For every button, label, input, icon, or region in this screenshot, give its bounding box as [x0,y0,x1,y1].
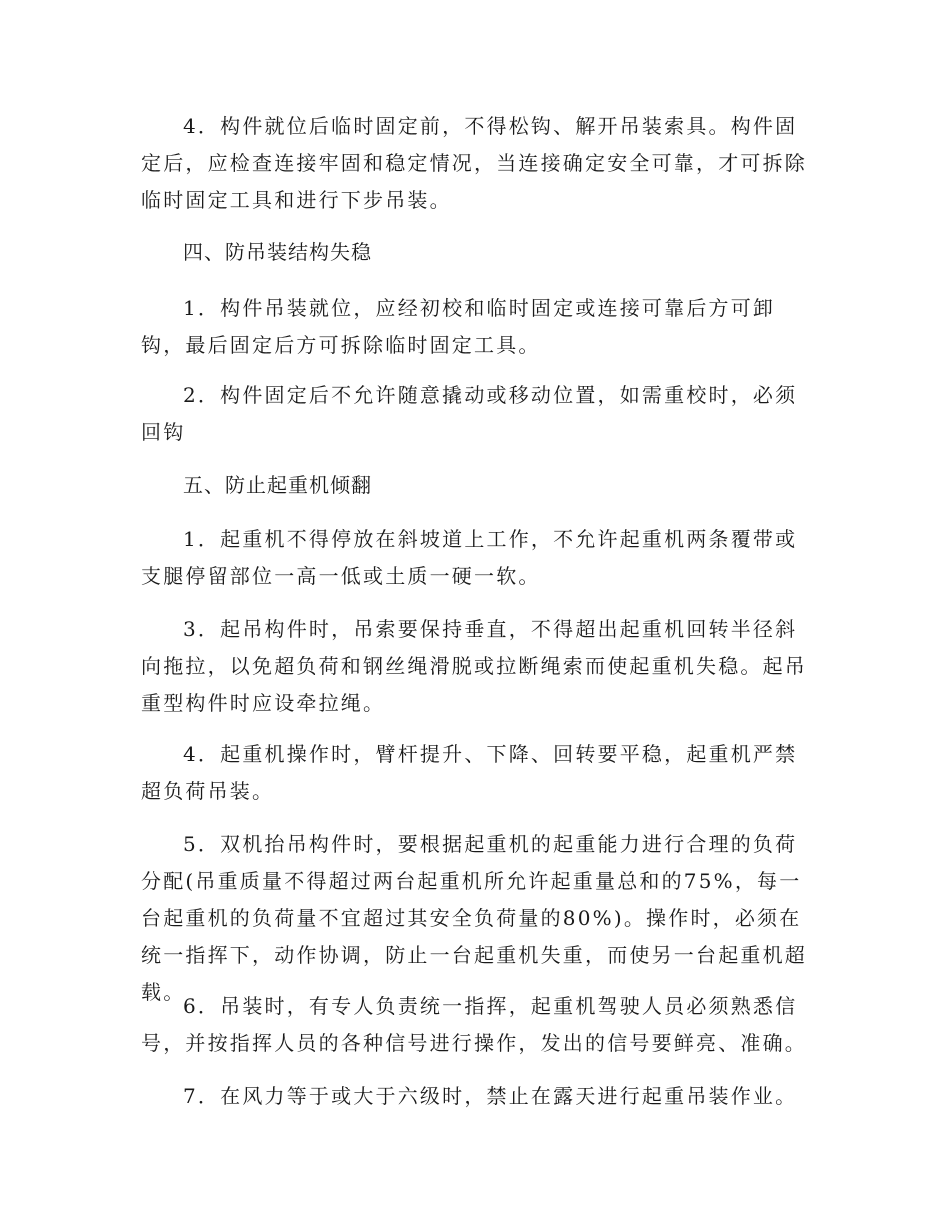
paragraph-item-4-operation: 4．起重机操作时，臂杆提升、下降、回转要平稳，起重机严禁超负荷吊装。 [141,742,798,803]
section-heading-four: 四、防吊装结构失稳 [183,240,372,264]
section-heading-five: 五、防止起重机倾翻 [183,473,372,497]
paragraph-item-1-positioning: 1．构件吊装就位，应经初校和临时固定或连接可靠后方可卸钩，最后固定后方可拆除临时固定工具。 [141,296,776,357]
paragraph-item-4-fixing: 4．构件就位后临时固定前，不得松钩、解开吊装索具。构件固定后，应检查连接牢固和稳定情况，当连接确定安全可靠，才可拆除临时固定工具和进行下步吊装。 [141,114,807,212]
paragraph-item-2-no-prying: 2．构件固定后不允许随意撬动或移动位置，如需重校时，必须回钩 [141,383,798,444]
paragraph-item-6-command: 6．吊装时，有专人负责统一指挥，起重机驾驶人员必须熟悉信号，并按指挥人员的各种信号进行操作，发出的信号要鲜亮、准确。 [141,994,807,1055]
paragraph-item-7-wind: 7．在风力等于或大于六级时，禁止在露天进行起重吊装作业。 [183,1084,798,1108]
paragraph-item-3-lifting: 3．起吊构件时，吊索要保持垂直，不得超出起重机回转半径斜向拖拉，以免超负荷和钢丝绳滑脱或拉断绳索而使起重机失稳。起吊重型构件时应设牵拉绳。 [141,617,807,715]
paragraph-item-1-crane-slope: 1．起重机不得停放在斜坡道上工作，不允许起重机两条覆带或支腿停留部位一高一低或土质一硬一软。 [141,527,798,588]
paragraph-item-5-dual-crane: 5．双机抬吊构件时，要根据起重机的起重能力进行合理的负荷分配(吊重质量不得超过两台起重机所允许起重量总和的75%，每一台起重机的负荷量不宜超过其安全负荷量的80%)。操作时，必须在统一指挥下，动作协调，防止一台起重机失重，而使另一台起重机超载。 [141,832,807,1004]
